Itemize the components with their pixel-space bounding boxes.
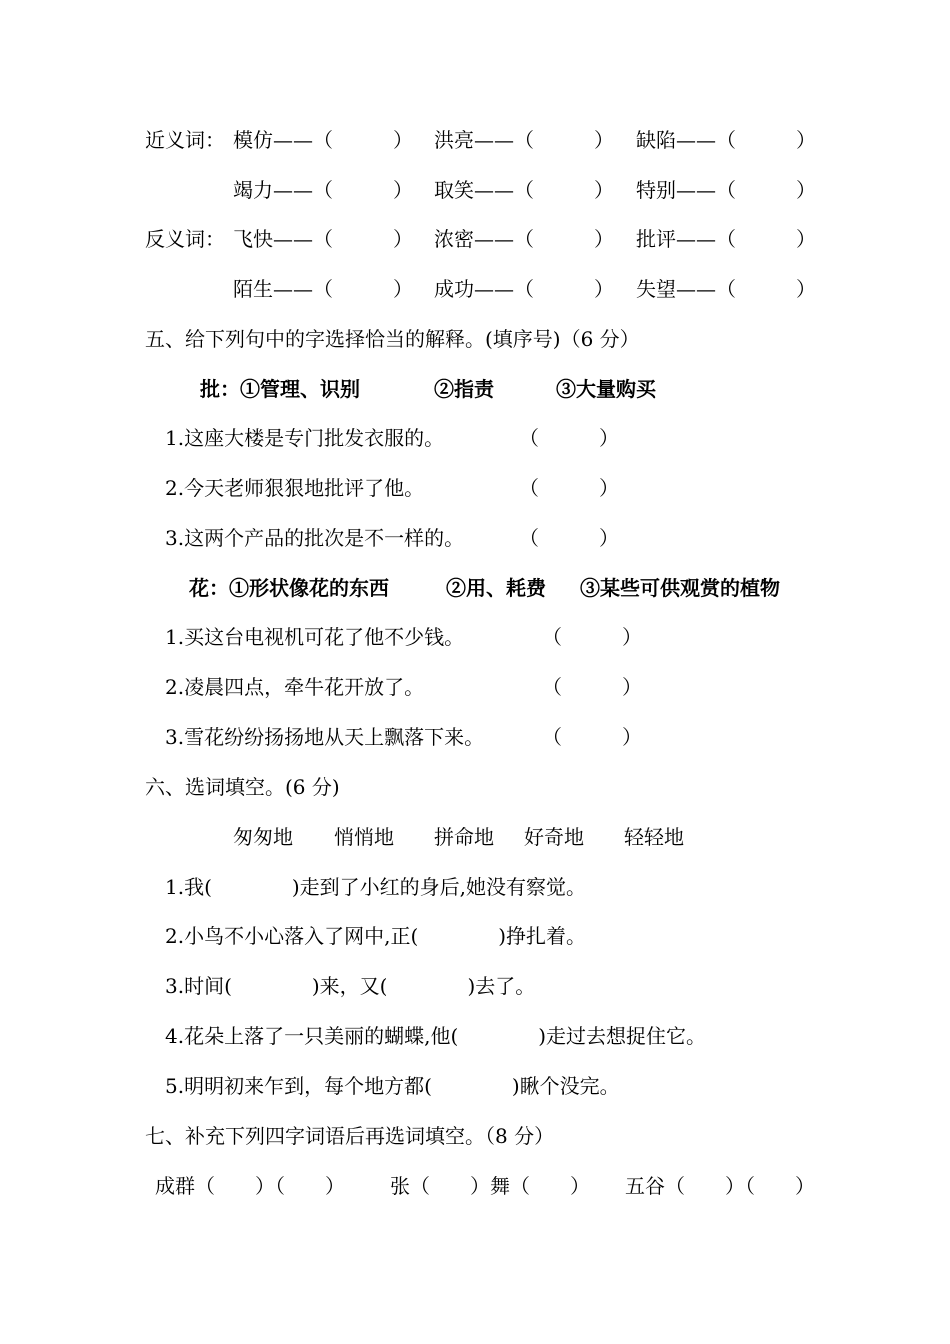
word-bank-word: 匆匆地: [233, 825, 293, 849]
antonym-item: 批评——（ ）: [636, 227, 816, 251]
question-text: 2.今天老师狠狠地批评了他。: [165, 476, 425, 500]
question-text: 1.这座大楼是专门批发衣服的。: [165, 426, 445, 450]
idiom-phrase: 成群（ ）（ ）: [155, 1174, 345, 1198]
answer-blank[interactable]: （ ）: [519, 526, 619, 550]
word-bank-word: 轻轻地: [624, 825, 684, 849]
antonym-item: 陌生——（ ）: [233, 277, 413, 301]
hua-meaning: ②用、耗费: [446, 576, 546, 600]
hua-meaning: ③某些可供观赏的植物: [580, 576, 780, 600]
word-bank-word: 好奇地: [524, 825, 584, 849]
question-text: 3.雪花纷纷扬扬地从天上飘落下来。: [165, 725, 485, 749]
antonym-item: 成功——（ ）: [434, 277, 614, 301]
section-5-title: 五、给下列句中的字选择恰当的解释。(填序号)（6 分）: [145, 327, 640, 351]
hua-meaning: 花：①形状像花的东西: [189, 576, 389, 600]
fill-question-text: 2.小鸟不小心落入了网中,正( )挣扎着。: [165, 924, 587, 948]
question-text: 1.买这台电视机可花了他不少钱。: [165, 625, 465, 649]
question-text: 3.这两个产品的批次是不一样的。: [165, 526, 465, 550]
synonym-item: 缺陷——（ ）: [636, 128, 816, 152]
antonym-label: 反义词：: [145, 227, 225, 251]
pi-meaning: ②指责: [434, 377, 494, 401]
synonym-item: 特别——（ ）: [636, 178, 816, 202]
fill-question-text: 3.时间( )来，又( )去了。: [165, 974, 536, 998]
answer-blank[interactable]: （ ）: [542, 675, 642, 699]
answer-blank[interactable]: （ ）: [542, 725, 642, 749]
synonym-item: 取笑——（ ）: [434, 178, 614, 202]
section-6-title: 六、选词填空。(6 分): [145, 775, 340, 799]
synonym-item: 竭力——（ ）: [233, 178, 413, 202]
synonym-item: 模仿——（ ）: [233, 128, 413, 152]
antonym-item: 飞快——（ ）: [233, 227, 413, 251]
pi-meaning: 批：①管理、识别: [200, 377, 360, 401]
antonym-item: 失望——（ ）: [636, 277, 816, 301]
synonym-item: 洪亮——（ ）: [434, 128, 614, 152]
word-bank-word: 悄悄地: [334, 825, 394, 849]
idiom-phrase: 五谷（ ）（ ）: [625, 1174, 815, 1198]
answer-blank[interactable]: （ ）: [542, 625, 642, 649]
fill-question-text: 4.花朵上落了一只美丽的蝴蝶,他( )走过去想捉住它。: [165, 1024, 707, 1048]
synonym-label: 近义词：: [145, 128, 225, 152]
answer-blank[interactable]: （ ）: [519, 426, 619, 450]
fill-question-text: 5.明明初来乍到，每个地方都( )瞅个没完。: [165, 1074, 620, 1098]
antonym-item: 浓密——（ ）: [434, 227, 614, 251]
question-text: 2.凌晨四点，牵牛花开放了。: [165, 675, 425, 699]
idiom-phrase: 张（ ）舞（ ）: [390, 1174, 590, 1198]
word-bank-word: 拼命地: [434, 825, 494, 849]
section-7-title: 七、补充下列四字词语后再选词填空。（8 分）: [145, 1124, 555, 1148]
pi-meaning: ③大量购买: [556, 377, 656, 401]
fill-question-text: 1.我( )走到了小红的身后,她没有察觉。: [165, 875, 587, 899]
answer-blank[interactable]: （ ）: [519, 476, 619, 500]
